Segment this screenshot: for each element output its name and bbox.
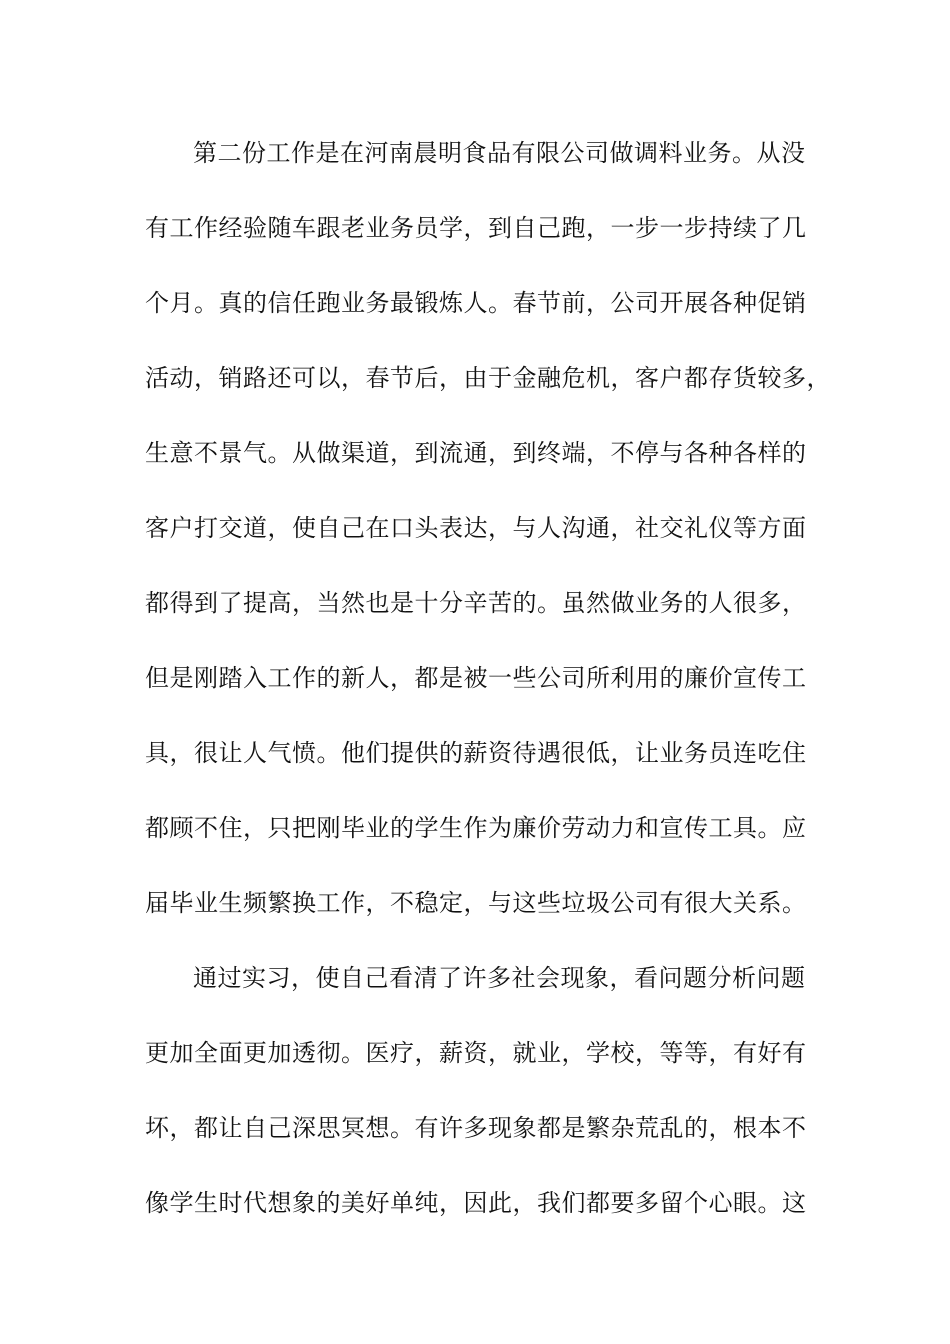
paragraph-1-line-3: 个月。真的信任跑业务最锻炼人。春节前，公司开展各种促销 [145, 289, 807, 317]
paragraph-1-line-7: 都得到了提高，当然也是十分辛苦的。虽然做业务的人很多， [145, 589, 807, 617]
paragraph-1-line-11: 届毕业生频繁换工作，不稳定，与这些垃圾公司有很大关系。 [145, 889, 807, 917]
paragraph-2-line-3: 坏，都让自己深思冥想。有许多现象都是繁杂荒乱的，根本不 [145, 1114, 807, 1142]
paragraph-1-line-9: 具，很让人气愤。他们提供的薪资待遇很低，让业务员连吃住 [145, 739, 807, 767]
paragraph-1-line-4: 活动，销路还可以，春节后，由于金融危机，客户都存货较多， [145, 364, 831, 392]
paragraph-1-line-10: 都顾不住，只把刚毕业的学生作为廉价劳动力和宣传工具。应 [145, 814, 807, 842]
paragraph-1-line-8: 但是刚踏入工作的新人，都是被一些公司所利用的廉价宣传工 [145, 664, 807, 692]
body-text [145, 129, 831, 1254]
paragraph-1-line-6: 客户打交道，使自己在口头表达，与人沟通，社交礼仪等方面 [145, 514, 807, 542]
paragraph-2-line-1: 通过实习，使自己看清了许多社会现象，看问题分析问题 [193, 964, 806, 992]
paragraph-1-line-2: 有工作经验随车跟老业务员学，到自己跑，一步一步持续了几 [145, 214, 807, 242]
paragraph-1-line-1: 第二份工作是在河南晨明食品有限公司做调料业务。从没 [193, 139, 806, 167]
paragraph-1-line-5: 生意不景气。从做渠道，到流通，到终端，不停与各种各样的 [145, 439, 807, 467]
paragraph-2-line-2: 更加全面更加透彻。医疗，薪资，就业，学校，等等，有好有 [145, 1039, 807, 1067]
paragraph-2-line-4: 像学生时代想象的美好单纯，因此，我们都要多留个心眼。这 [145, 1189, 807, 1217]
